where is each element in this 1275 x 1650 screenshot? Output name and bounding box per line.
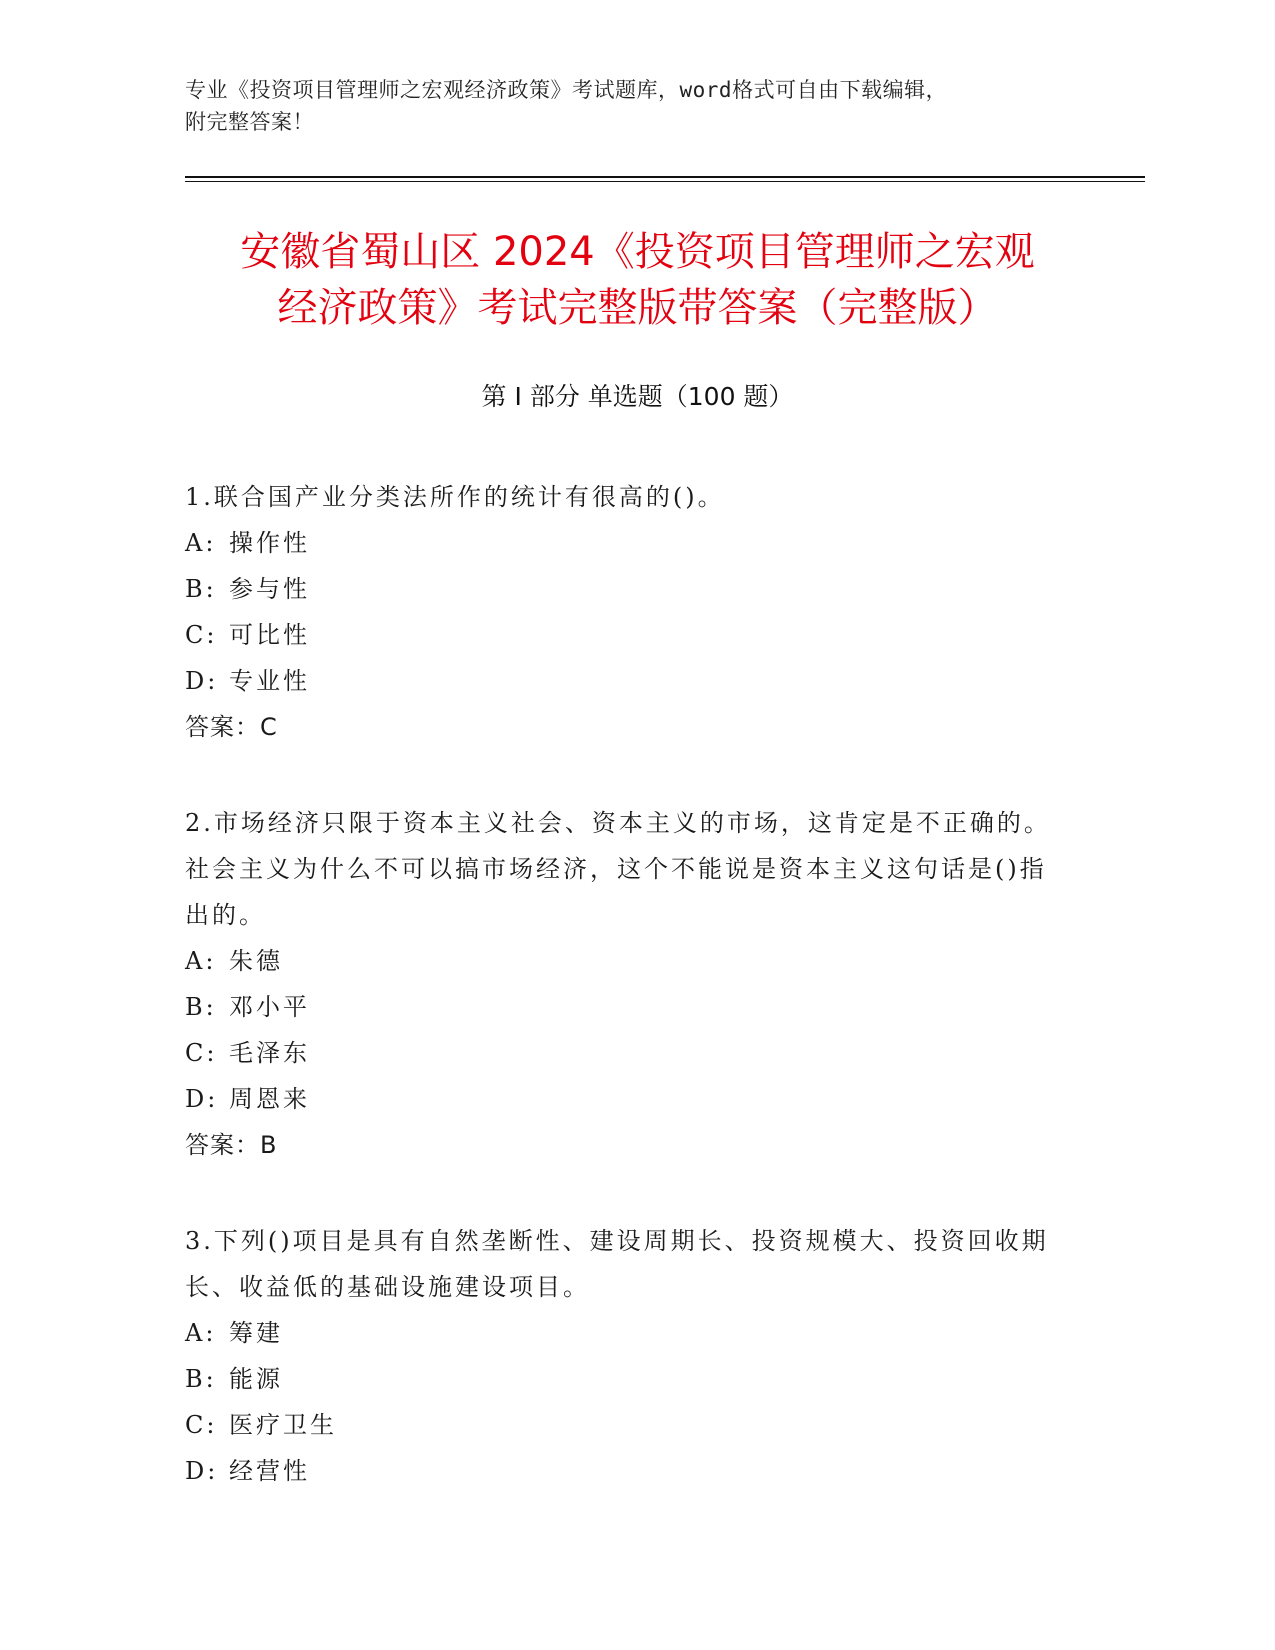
- option-key: A:: [185, 1319, 217, 1347]
- section-heading: 第 I 部分 单选题（100 题）: [481, 382, 794, 411]
- question-text: 3.下列()项目是具有自然垄断性、建设周期长、投资规模大、投资回收期长、收益低的基础设施建设项目。: [185, 1227, 1049, 1301]
- option-text: 周恩来: [229, 1085, 310, 1113]
- option-a: [185, 1310, 1065, 1356]
- option-key: D:: [185, 667, 219, 695]
- option-key: D:: [185, 1457, 219, 1485]
- option-d: [185, 658, 1065, 704]
- option-key: B:: [185, 575, 217, 603]
- header-divider-thick: [185, 176, 1145, 178]
- header-note-line-1: 专业《投资项目管理师之宏观经济政策》考试题库，word格式可自由下载编辑，: [185, 78, 948, 102]
- option-text: 筹建: [229, 1319, 283, 1347]
- option-c: [185, 1030, 1065, 1076]
- option-key: A:: [185, 529, 217, 557]
- header-divider-thin: [185, 181, 1145, 182]
- header-note: [185, 74, 1085, 138]
- option-text: 朱德: [229, 947, 283, 975]
- option-b: [185, 984, 1065, 1030]
- option-key: A:: [185, 947, 217, 975]
- option-d: [185, 1448, 1065, 1494]
- question-list: [185, 474, 1065, 1544]
- option-d: [185, 1076, 1065, 1122]
- option-key: C:: [185, 1411, 218, 1439]
- question-2: [185, 800, 1065, 1168]
- option-b: [185, 566, 1065, 612]
- answer: 答案：B: [185, 1131, 278, 1159]
- answer: 答案：C: [185, 713, 278, 741]
- document-title: [185, 224, 1090, 336]
- option-c: [185, 612, 1065, 658]
- option-text: 参与性: [229, 575, 310, 603]
- document-title-line-2: 经济政策》考试完整版带答案（完整版）: [277, 285, 998, 331]
- question-text: 1.联合国产业分类法所作的统计有很高的()。: [185, 483, 725, 511]
- option-key: B:: [185, 1365, 217, 1393]
- option-key: C:: [185, 621, 218, 649]
- option-text: 专业性: [229, 667, 310, 695]
- option-text: 经营性: [229, 1457, 310, 1485]
- option-text: 毛泽东: [229, 1039, 310, 1067]
- option-text: 能源: [229, 1365, 283, 1393]
- option-text: 医疗卫生: [229, 1411, 337, 1439]
- question-3: [185, 1218, 1065, 1494]
- option-key: B:: [185, 993, 217, 1021]
- document-title-line-1: 安徽省蜀山区 2024《投资项目管理师之宏观: [240, 229, 1035, 275]
- option-text: 可比性: [229, 621, 310, 649]
- option-key: C:: [185, 1039, 218, 1067]
- option-c: [185, 1402, 1065, 1448]
- option-text: 操作性: [229, 529, 310, 557]
- question-text: 2.市场经济只限于资本主义社会、资本主义的市场，这肯定是不正确的。社会主义为什么不可以搞市场经济，这个不能说是资本主义这句话是()指出的。: [185, 809, 1051, 929]
- option-b: [185, 1356, 1065, 1402]
- option-a: [185, 520, 1065, 566]
- question-1: [185, 474, 1065, 750]
- option-key: D:: [185, 1085, 219, 1113]
- option-a: [185, 938, 1065, 984]
- option-text: 邓小平: [229, 993, 310, 1021]
- header-note-line-2: 附完整答案！: [185, 110, 314, 134]
